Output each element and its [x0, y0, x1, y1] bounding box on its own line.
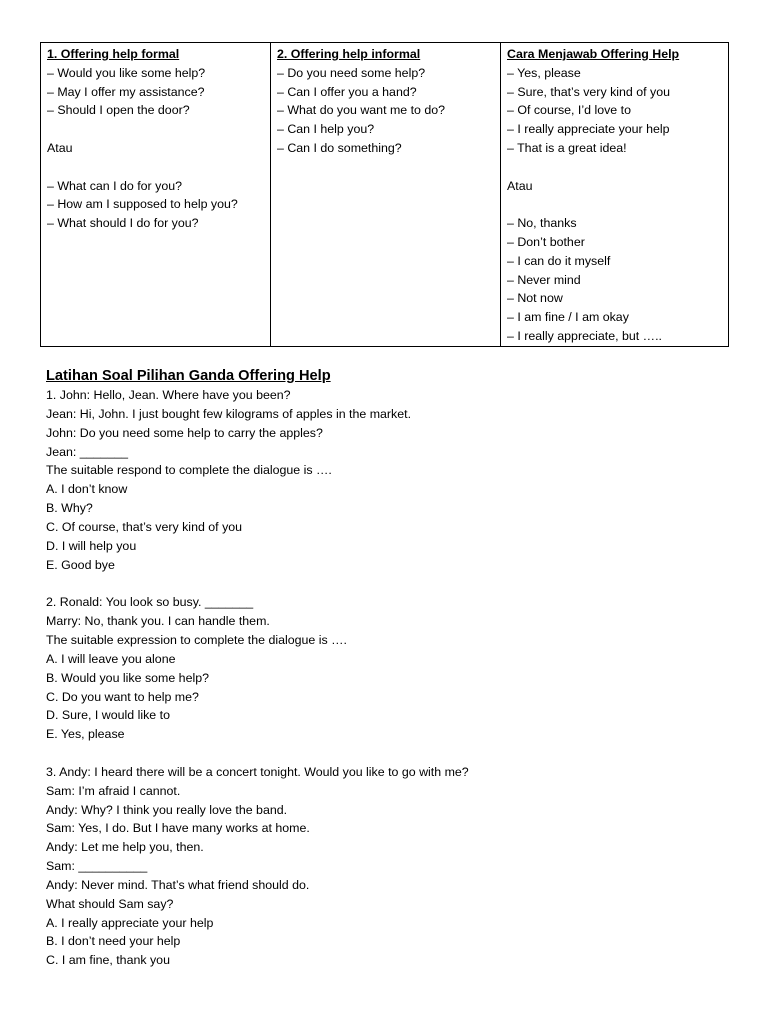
question-line: C. Of course, that’s very kind of you [46, 519, 243, 534]
list-item: – I am fine / I am okay [507, 310, 629, 325]
list-item: – What should I do for you? [47, 216, 199, 231]
column-formal [41, 43, 271, 347]
list-item: – I really appreciate, but ….. [507, 328, 662, 343]
question-line: The suitable expression to complete the dialogue is …. [46, 632, 347, 647]
question-line: C. I am fine, thank you [46, 953, 170, 968]
question-line: Andy: Let me help you, then. [46, 840, 204, 855]
column-lines [47, 64, 264, 233]
question-line: A. I really appreciate your help [46, 915, 214, 930]
column-lines [507, 64, 722, 346]
list-item: Atau [507, 178, 533, 193]
exercise-title: Latihan Soal Pilihan Ganda Offering Help [46, 368, 331, 384]
list-item: – I can do it myself [507, 253, 611, 268]
list-item: – Don’t bother [507, 234, 585, 249]
question-line: Andy: Why? I think you really love the band. [46, 802, 288, 817]
blank-line [507, 195, 722, 214]
question-line: C. Do you want to help me? [46, 689, 199, 704]
list-item: – Do you need some help? [277, 65, 426, 80]
column-heading: Cara Menjawab Offering Help [507, 47, 680, 61]
list-item: – I really appreciate your help [507, 122, 670, 137]
list-item: – What can I do for you? [47, 178, 182, 193]
question-line: Jean: _______ [46, 444, 128, 459]
question-line: 3. Andy: I heard there will be a concert tonight. Would you like to go with me? [46, 764, 469, 779]
column-informal [271, 43, 501, 347]
question-line: Sam: Yes, I do. But I have many works at home. [46, 821, 310, 836]
question-line: D. I will help you [46, 538, 137, 553]
question-line: A. I don’t know [46, 482, 128, 497]
list-item: – Should I open the door? [47, 103, 190, 118]
question-line: B. I don’t need your help [46, 934, 181, 949]
list-item: – No, thanks [507, 216, 577, 231]
question-line: B. Would you like some help? [46, 670, 210, 685]
blank-line [47, 158, 264, 177]
column-responses [501, 43, 729, 347]
column-lines [277, 64, 494, 158]
question-line: E. Yes, please [46, 727, 125, 742]
list-item: Atau [47, 140, 73, 155]
list-item: – Of course, I’d love to [507, 103, 631, 118]
question-line: 1. John: Hello, Jean. Where have you been? [46, 388, 291, 402]
exercise-section [46, 366, 736, 970]
blank-line [507, 158, 722, 177]
question-line: D. Sure, I would like to [46, 708, 170, 723]
question-block [46, 386, 736, 574]
question-line: What should Sam say? [46, 896, 174, 911]
question-block [46, 593, 736, 744]
list-item: – Yes, please [507, 65, 581, 80]
list-item: – What do you want me to do? [277, 103, 446, 118]
question-line: Marry: No, thank you. I can handle them. [46, 614, 270, 629]
list-item: – Can I offer you a hand? [277, 84, 417, 99]
list-item: – May I offer my assistance? [47, 84, 205, 99]
list-item: – That is a great idea! [507, 140, 627, 155]
question-line: John: Do you need some help to carry the apples? [46, 425, 323, 440]
list-item: – Never mind [507, 272, 581, 287]
list-item: – Not now [507, 291, 563, 306]
table-row [41, 43, 729, 347]
question-line: A. I will leave you alone [46, 651, 176, 666]
list-item: – Can I help you? [277, 122, 375, 137]
list-item: – Would you like some help? [47, 65, 206, 80]
list-item: – Can I do something? [277, 140, 402, 155]
list-item: – Sure, that’s very kind of you [507, 84, 671, 99]
question-list [46, 386, 736, 970]
question-line: E. Good bye [46, 557, 115, 572]
question-line: 2. Ronald: You look so busy. _______ [46, 595, 254, 610]
blank-line [47, 120, 264, 139]
question-line: Sam: __________ [46, 859, 148, 874]
column-heading: 2. Offering help informal [277, 47, 421, 61]
question-line: B. Why? [46, 501, 93, 516]
question-line: Andy: Never mind. That’s what friend should do. [46, 877, 310, 892]
question-line: The suitable respond to complete the dialogue is …. [46, 463, 332, 478]
column-heading: 1. Offering help formal [47, 47, 180, 61]
offering-help-table [40, 42, 729, 347]
list-item: – How am I supposed to help you? [47, 197, 238, 212]
question-block [46, 763, 736, 970]
question-line: Jean: Hi, John. I just bought few kilograms of apples in the market. [46, 406, 412, 421]
question-line: Sam: I’m afraid I cannot. [46, 783, 181, 798]
